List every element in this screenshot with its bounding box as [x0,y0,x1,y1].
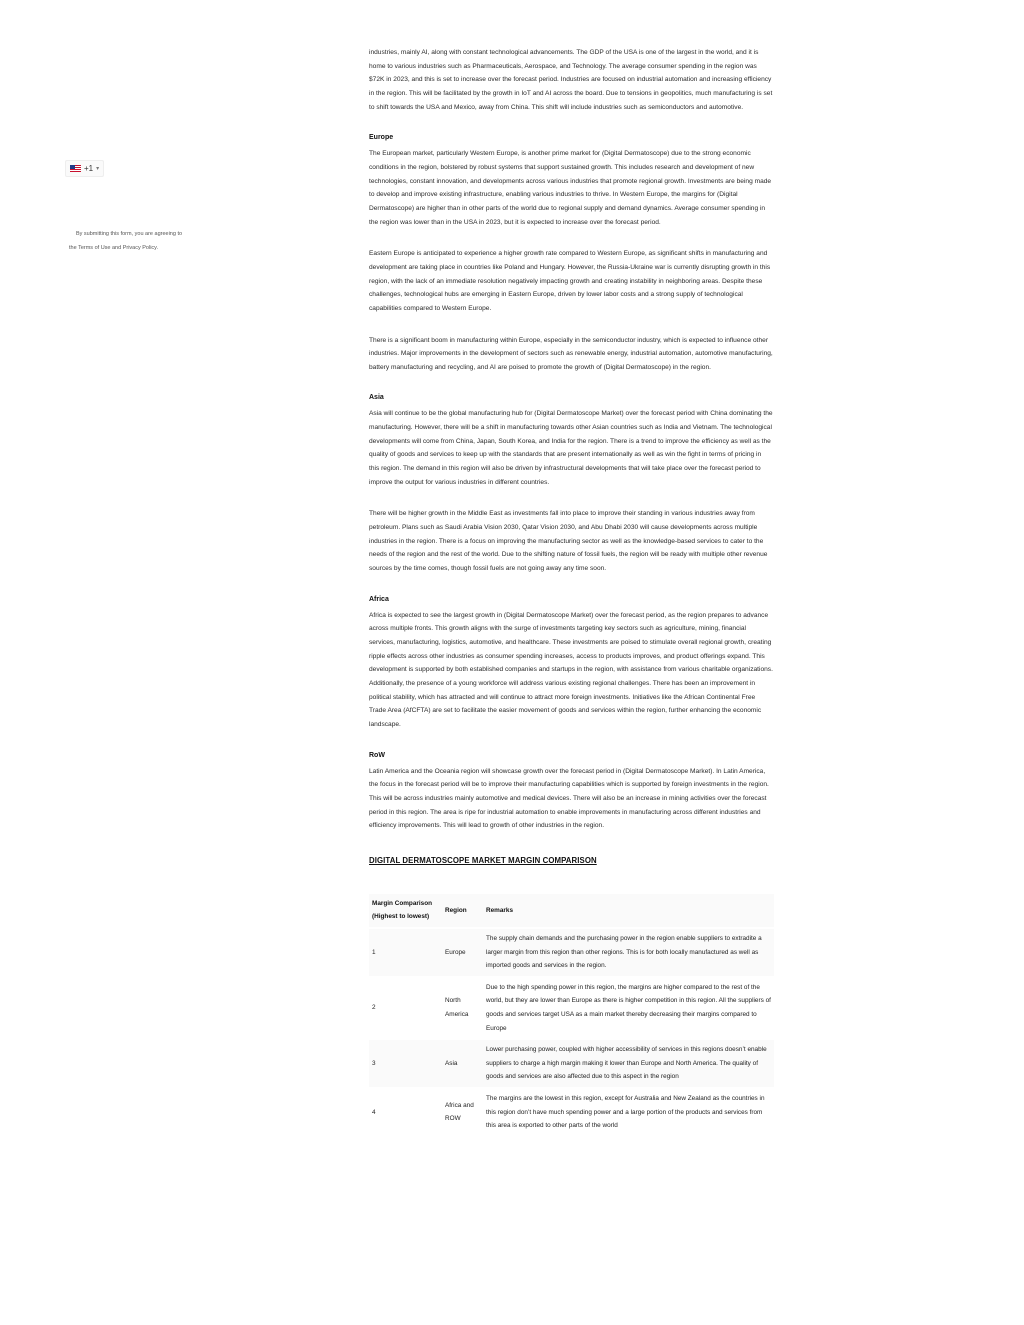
asia-heading: Asia [369,394,384,402]
rank-cell: 2 [369,977,442,1039]
margin-comparison-table [369,894,774,1136]
region-cell: North America [442,977,483,1039]
consent-line-2: the Terms of Use and Privacy Policy. [69,244,159,251]
us-flag-icon [70,165,81,172]
article-content [369,46,773,1136]
table-header-row [369,894,774,928]
header-region: Region [442,894,483,928]
row-heading: RoW [369,751,385,759]
header-remarks: Remarks [483,894,774,928]
north-america-paragraph: industries, mainly AI, along with constant technological advancements. The GDP of the USA is one of the largest in the world, and it is home to various industries such as Pharmaceuticals, Aerospace, and Technology. The average consumer spending in the region was $72K in 2023, and this is set to increase over the forecast period. Industries are focused on industrial automation and increasing efficiency in the region. This will be facilitated by the growth in IoT and AI across the board. Due to tensions in geopolitics, much manufacturing is set to shift towards the USA and Mexico, away from China. This shift will include industries such as semiconductors and automotive. [369,49,773,111]
country-code-value: +1 [84,164,94,173]
asia-paragraph-1: Asia will continue to be the global manufacturing hub for (Digital Dermatoscope Market) over the forecast period with China dominating the manufacturing. However, there will be a shift in manufacturing towards other Asian countries such as India and Vietnam. The technological developments will come from China, Japan, South Korea, and India for the region. There is a trend to improve the efficiency as well as the quality of goods and services to keep up with the standards that are present internationally as well as win the fight in terms of pricing in this region. The demand in this region will also be driven by infrastructural developments that will take place over the forecast period to improve the output for various industries in different countries. [369,410,773,486]
rank-cell: 3 [369,1039,442,1088]
table-row [369,1039,774,1088]
remarks-cell: The margins are the lowest in this region, except for Australia and New Zealand as the countries in this region don’t have much spending power and a large portion of the products and services from this area is exported to other parts of the world [483,1088,774,1136]
europe-paragraph-1: The European market, particularly Western Europe, is another prime market for (Digital Dermatoscope) due to the strong economic conditions in the region, bolstered by robust systems that support sustained growth. This includes research and development of new technologies, constant innovation, and developments across various industries that promote regional growth. Investments are being made to develop and improve existing infrastructure, enabling various industries to thrive. In Western Europe, the margins for (Digital Dermatoscope) are higher than in other parts of the world due to regional supply and demand dynamics. Average consumer spending in the region was lower than in the USA in 2023, but it is expected to increase over the forecast period. [369,150,772,226]
header-margin: Margin Comparison (Highest to lowest) [369,894,442,928]
table-row [369,928,774,977]
africa-heading: Africa [369,595,389,603]
remarks-cell: Due to the high spending power in this region, the margins are higher compared to the rest of the world, but they are lower than Europe as there is higher competition in this region. All the suppliers of goods and services target USA as a main market thereby decreasing their margins compared to Europe [483,977,774,1039]
region-cell: Europe [442,928,483,977]
chevron-down-icon: ▾ [96,166,100,172]
africa-paragraph-1: Africa is expected to see the largest growth in (Digital Dermatoscope Market) over the forecast period, as the region prepares to advance across multiple fronts. This growth aligns with the surge of investments targeting key sectors such as agriculture, mining, financial services, manufacturing, logistics, automotive, and healthcare. These investments are poised to stimulate overall regional growth, creating ripple effects across other industries as consumer spending increases, access to products improves, and product offerings expand. This development is supported by both established companies and startups in the region, with assistance from various charitable organizations. Additionally, the presence of a young workforce will address various existing regional challenges. There has been an improvement in political stability, which has attracted and will continue to attract more foreign investments. Initiatives like the African Continental Free Trade Area (AfCFTA) are set to facilitate the easier movement of goods and services within the region, further enhancing the economic landscape. [369,611,773,728]
remarks-cell: The supply chain demands and the purchasing power in the region enable suppliers to extradite a larger margin from this region than other regions. This is for both locally manufactured as well as imported goods and services in the region. [483,928,774,977]
europe-heading: Europe [369,134,394,142]
asia-paragraph-2: There will be higher growth in the Middle East as investments fall into place to improve their standing in various industries away from petroleum. Plans such as Saudi Arabia Vision 2030, Qatar Vision 2030, and Abu Dhabi 2030 will cause developments across multiple industries in the region. There is a focus on improving the manufacturing sector as well as the knowledge-based services to cater to the needs of the region and the rest of the world. Due to the shifting nature of fossil fuels, the region will be ready with multiple other revenue sources by the time comes, though fossil fuels are not going away any time soon. [369,510,768,573]
table-row [369,977,774,1039]
europe-paragraph-2: Eastern Europe is anticipated to experience a higher growth rate compared to Western Europe, as significant shifts in manufacturing and development are taking place in countries like Poland and Hungary. However, the Russia-Ukraine war is currently disrupting growth in this region, with the lack of an immediate resolution negatively impacting growth and creating instability in neighboring areas. Despite these challenges, technological hubs are emerging in Eastern Europe, driven by lower labor costs and a strong supply of technological capabilities compared to Western Europe. [369,250,771,312]
consent-text [64,228,194,255]
table-row [369,1088,774,1136]
margin-comparison-title: DIGITAL DERMATOSCOPE MARKET MARGIN COMPARISON [369,855,597,865]
region-cell: Africa and ROW [442,1088,483,1136]
europe-paragraph-3: There is a significant boom in manufacturing within Europe, especially in the semiconductor industry, which is expected to influence other industries. Major improvements in the development of sectors such as renewable energy, industrial automation, automotive manufacturing, battery manufacturing and recycling, and AI are poised to promote the growth of (Digital Dermatoscope) in the region. [369,336,773,371]
rank-cell: 4 [369,1088,442,1136]
rank-cell: 1 [369,928,442,977]
consent-line-1: By submitting this form, you are agreeing to [75,231,183,237]
row-paragraph-1: Latin America and the Oceania region will showcase growth over the forecast period in (Digital Dermatoscope Market). In Latin America, the focus in the forecast period will be to improve their manufacturing capabilities which is supported by foreign investments in the region. This will be across industries mainly automotive and medical devices. There will also be an increase in mining activities over the forecast period in this region. The area is ripe for industrial automation to enable improvements in manufacturing across different industries and efficiency improvements. This will lead to growth of other industries in the region. [369,767,769,830]
form-sidebar [0,0,260,1325]
country-code-select[interactable] [65,160,104,177]
remarks-cell: Lower purchasing power, coupled with higher accessibility of services in this regions doesn’t enable suppliers to charge a high margin making it lower than Europe and North America. The quality of goods and services are also affected due to this aspect in the region [483,1039,774,1088]
region-cell: Asia [442,1039,483,1088]
